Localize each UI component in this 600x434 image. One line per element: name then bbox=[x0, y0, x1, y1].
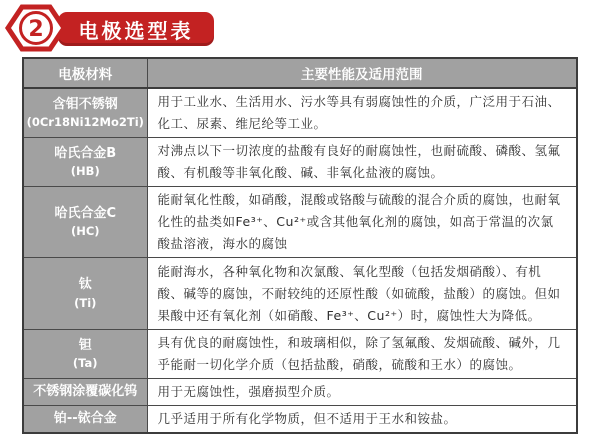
material-grade: (0Cr18Ni12Mo2Ti) bbox=[26, 115, 144, 130]
material-name: 不锈钢涂覆碳化钨 bbox=[33, 383, 138, 399]
material-name: 哈氏合金B bbox=[54, 145, 117, 161]
material-name: 哈氏合金C bbox=[54, 205, 117, 221]
table-row bbox=[23, 258, 577, 330]
hexagon-badge-icon bbox=[4, 3, 68, 53]
material-cell bbox=[23, 406, 147, 434]
material-name: 钽 bbox=[78, 337, 92, 353]
material-cell bbox=[23, 330, 147, 379]
table-row bbox=[23, 88, 577, 138]
table-row bbox=[23, 406, 577, 434]
header-row bbox=[23, 58, 577, 88]
material-grade: (Ta) bbox=[72, 356, 98, 371]
material-name: 钛 bbox=[78, 277, 92, 293]
material-cell bbox=[23, 258, 147, 330]
table-row bbox=[23, 187, 577, 258]
performance-cell: 用于无腐蚀性，强磨损型介质。 bbox=[147, 379, 577, 406]
material-name: 铂--铱合金 bbox=[53, 410, 117, 426]
page-title: 电极选型表 bbox=[78, 18, 194, 43]
table-row bbox=[23, 138, 577, 187]
material-cell bbox=[23, 379, 147, 406]
material-cell bbox=[23, 138, 147, 187]
col-header-material: 电极材料 bbox=[23, 58, 147, 88]
material-grade: (HB) bbox=[70, 164, 100, 179]
performance-cell: 用于工业水、生活用水、污水等具有弱腐蚀性的介质，广泛用于石油、化工、尿素、维尼纶等工业。 bbox=[147, 88, 577, 138]
material-name: 含钼不锈钢 bbox=[52, 96, 118, 112]
col-header-performance: 主要性能及适用范围 bbox=[147, 58, 577, 88]
electrode-selection-table bbox=[22, 57, 578, 434]
table-row bbox=[23, 330, 577, 379]
performance-cell: 能耐氧化性酸，如硝酸，混酸或铬酸与硫酸的混合介质的腐蚀，也耐氧化性的盐类如Fe³⁺、Cu²⁺或含其他氧化剂的腐蚀，如高于常温的次氯酸盐溶液，海水的腐蚀 bbox=[147, 187, 577, 258]
performance-cell: 对沸点以下一切浓度的盐酸有良好的耐腐蚀性，也耐硫酸、磷酸、氢氟酸、有机酸等非氧化酸、碱、非氧化盐液的腐蚀。 bbox=[147, 138, 577, 187]
performance-cell: 具有优良的耐腐蚀性，和玻璃相似，除了氢氟酸、发烟硫酸、碱外，几乎能耐一切化学介质（包括盐酸，硝酸，硫酸和王水）的腐蚀。 bbox=[147, 330, 577, 379]
material-grade: (Ti) bbox=[74, 295, 97, 310]
step-badge bbox=[4, 3, 68, 53]
title-bar bbox=[0, 0, 600, 57]
badge-number: 2 bbox=[28, 17, 44, 42]
material-cell bbox=[23, 187, 147, 258]
material-grade: (HC) bbox=[70, 224, 100, 239]
performance-cell: 能耐海水，各种氧化物和次氯酸、氧化型酸（包括发烟硝酸）、有机酸、碱等的腐蚀，不耐较纯的还原性酸（如硫酸，盐酸）的腐蚀。但如果酸中还有氧化剂（如硝酸、Fe³⁺、Cu²⁺）时，腐蚀性大为降低。 bbox=[147, 258, 577, 330]
page-title-ribbon bbox=[58, 12, 214, 46]
performance-cell: 几乎适用于所有化学物质，但不适用于王水和铵盐。 bbox=[147, 406, 577, 434]
table-row bbox=[23, 379, 577, 406]
material-cell bbox=[23, 88, 147, 138]
